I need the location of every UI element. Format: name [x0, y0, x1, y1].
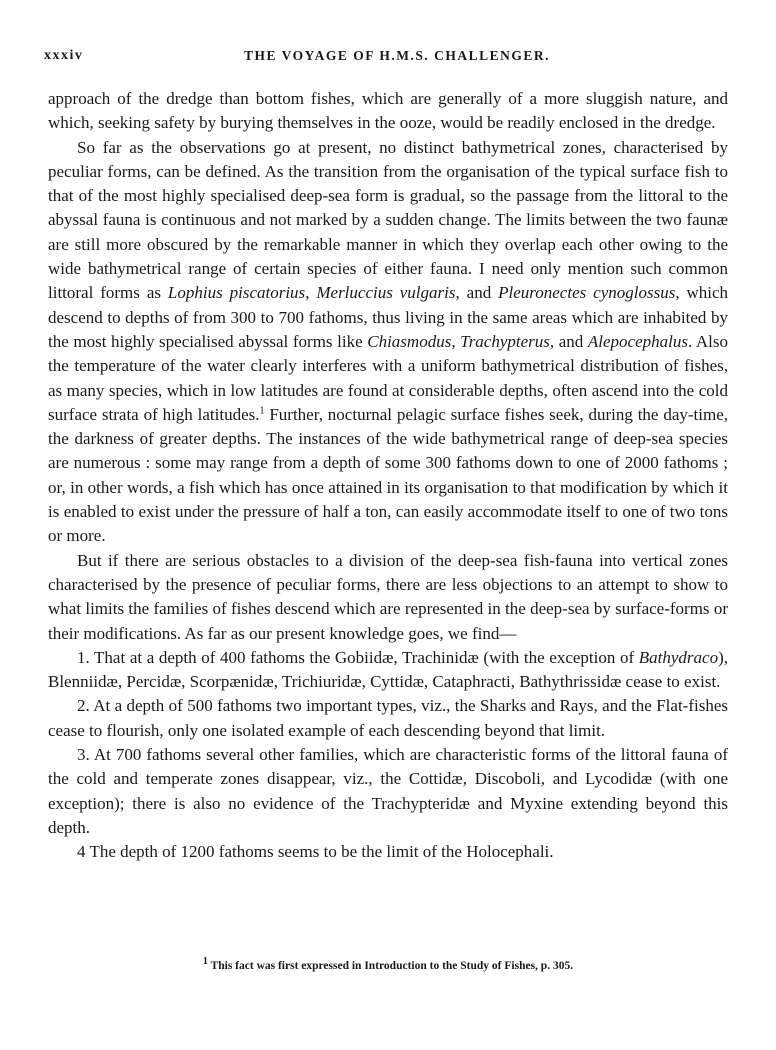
list-item-1200-fathoms: 4 The depth of 1200 fathoms seems to be the limit of the Holocephali.	[77, 842, 554, 862]
text-run: . Also the temperature of the water clearly interferes with a uniform bathymetrical distribution of fishes, as many species, which in low latitudes are found at considerable depths, often ascend into the cold surface strata of high latitudes.	[48, 331, 729, 424]
text-run: 1. That at a depth of 400 fathoms the Gobiidæ, Trachinidæ (with the exception of	[77, 647, 639, 667]
list-item-500-fathoms: 2. At a depth of 500 fathoms two important types, viz., the Sharks and Rays, and the Flat-fishes cease to flourish, only one isolated example of each descending beyond that limit.	[48, 696, 728, 740]
list-item-700-fathoms: 3. At 700 fathoms several other families, which are characteristic forms of the littoral fauna of the cold and temperate zones disappear, viz., the Cottidæ, Discoboli, and Lycodidæ (with one exception); there is also no evidence of the Trachypteridæ and Myxine extending beyond this depth.	[48, 745, 728, 837]
footnote	[48, 956, 728, 972]
paragraph-bathymetrical-zones	[48, 136, 728, 549]
text-run: , and	[549, 331, 588, 351]
italic-term: Pleuronectes cynoglossus	[498, 283, 676, 303]
text-run: ), Blenniidæ, Percidæ, Scorpænidæ, Trichiuridæ, Cyttidæ, Cataphracti, Bathythrissidæ cease to exist.	[48, 647, 728, 692]
running-title: THE VOYAGE OF H.M.S. CHALLENGER.	[243, 48, 551, 63]
italic-term: Lophius piscatorius	[167, 283, 306, 303]
footnote-marker: 1	[202, 956, 208, 968]
italic-term: Merluccius vulgaris	[316, 283, 456, 303]
page-number: xxxiv	[44, 48, 84, 63]
italic-term: Alepocephalus	[587, 331, 688, 351]
paragraph-vertical-zones: But if there are serious obstacles to a division of the deep-sea fish-fauna into vertical zones characterised by the presence of peculiar forms, there are less objections to an attempt to show to what limits the families of fishes descend which are represented in the deep-sea by surface-forms or their modifications. As far as our present knowledge goes, we find—	[48, 550, 728, 643]
text-run: , which descend to depths of from 300 to 700 fathoms, thus living in the same areas which are inhabited by the most highly specialised abyssal forms like	[48, 283, 729, 351]
text-run: So far as the observations go at present, no distinct bathymetrical zones, characterised by peculiar forms, can be defined. As the transition from the organisation of the typical surface fish to that of the most highly specialised deep-sea form is gradual, so the passage from the littoral to the abyssal fauna is continuous and not marked by a sudden change. The limits between the two faunæ are still more obscured by the remarkable manner in which they overlap each other owing to the wide bathymetrical range of certain species of either fauna. I need only mention such common littoral forms as	[48, 137, 728, 303]
text-run: ,	[451, 331, 461, 351]
footnote-text: This fact was first expressed in Introduction to the Study of Fishes, p. 305.	[207, 960, 574, 972]
italic-term: Chiasmodus	[367, 331, 452, 351]
text-run: Further, nocturnal pelagic surface fishes seek, during the day-time, the darkness of greater depths. The instances of the wide bathymetrical range of deep-sea species are numerous : some may range from a depth of some 300 fathoms down to one of 2000 fathoms ; or, in other words, a fish which has once attained in its organisation to that modification by which it is enabled to exist under the pressure of half a ton, can easily accommodate itself to one of two tons or more.	[48, 404, 728, 546]
text-run: ,	[305, 283, 317, 303]
footnote-reference: 1	[259, 405, 265, 417]
list-item-400-fathoms	[48, 646, 728, 695]
page-header	[44, 48, 750, 70]
italic-term: Trachypterus	[460, 331, 550, 351]
text-run: , and	[455, 283, 499, 303]
paragraph-continuation: approach of the dredge than bottom fishes, which are generally of a more sluggish nature, and which, seeking safety by burying themselves in the ooze, would be readily enclosed in the dredge.	[48, 89, 728, 133]
italic-term: Bathydraco	[638, 647, 719, 667]
body-text	[48, 87, 728, 865]
